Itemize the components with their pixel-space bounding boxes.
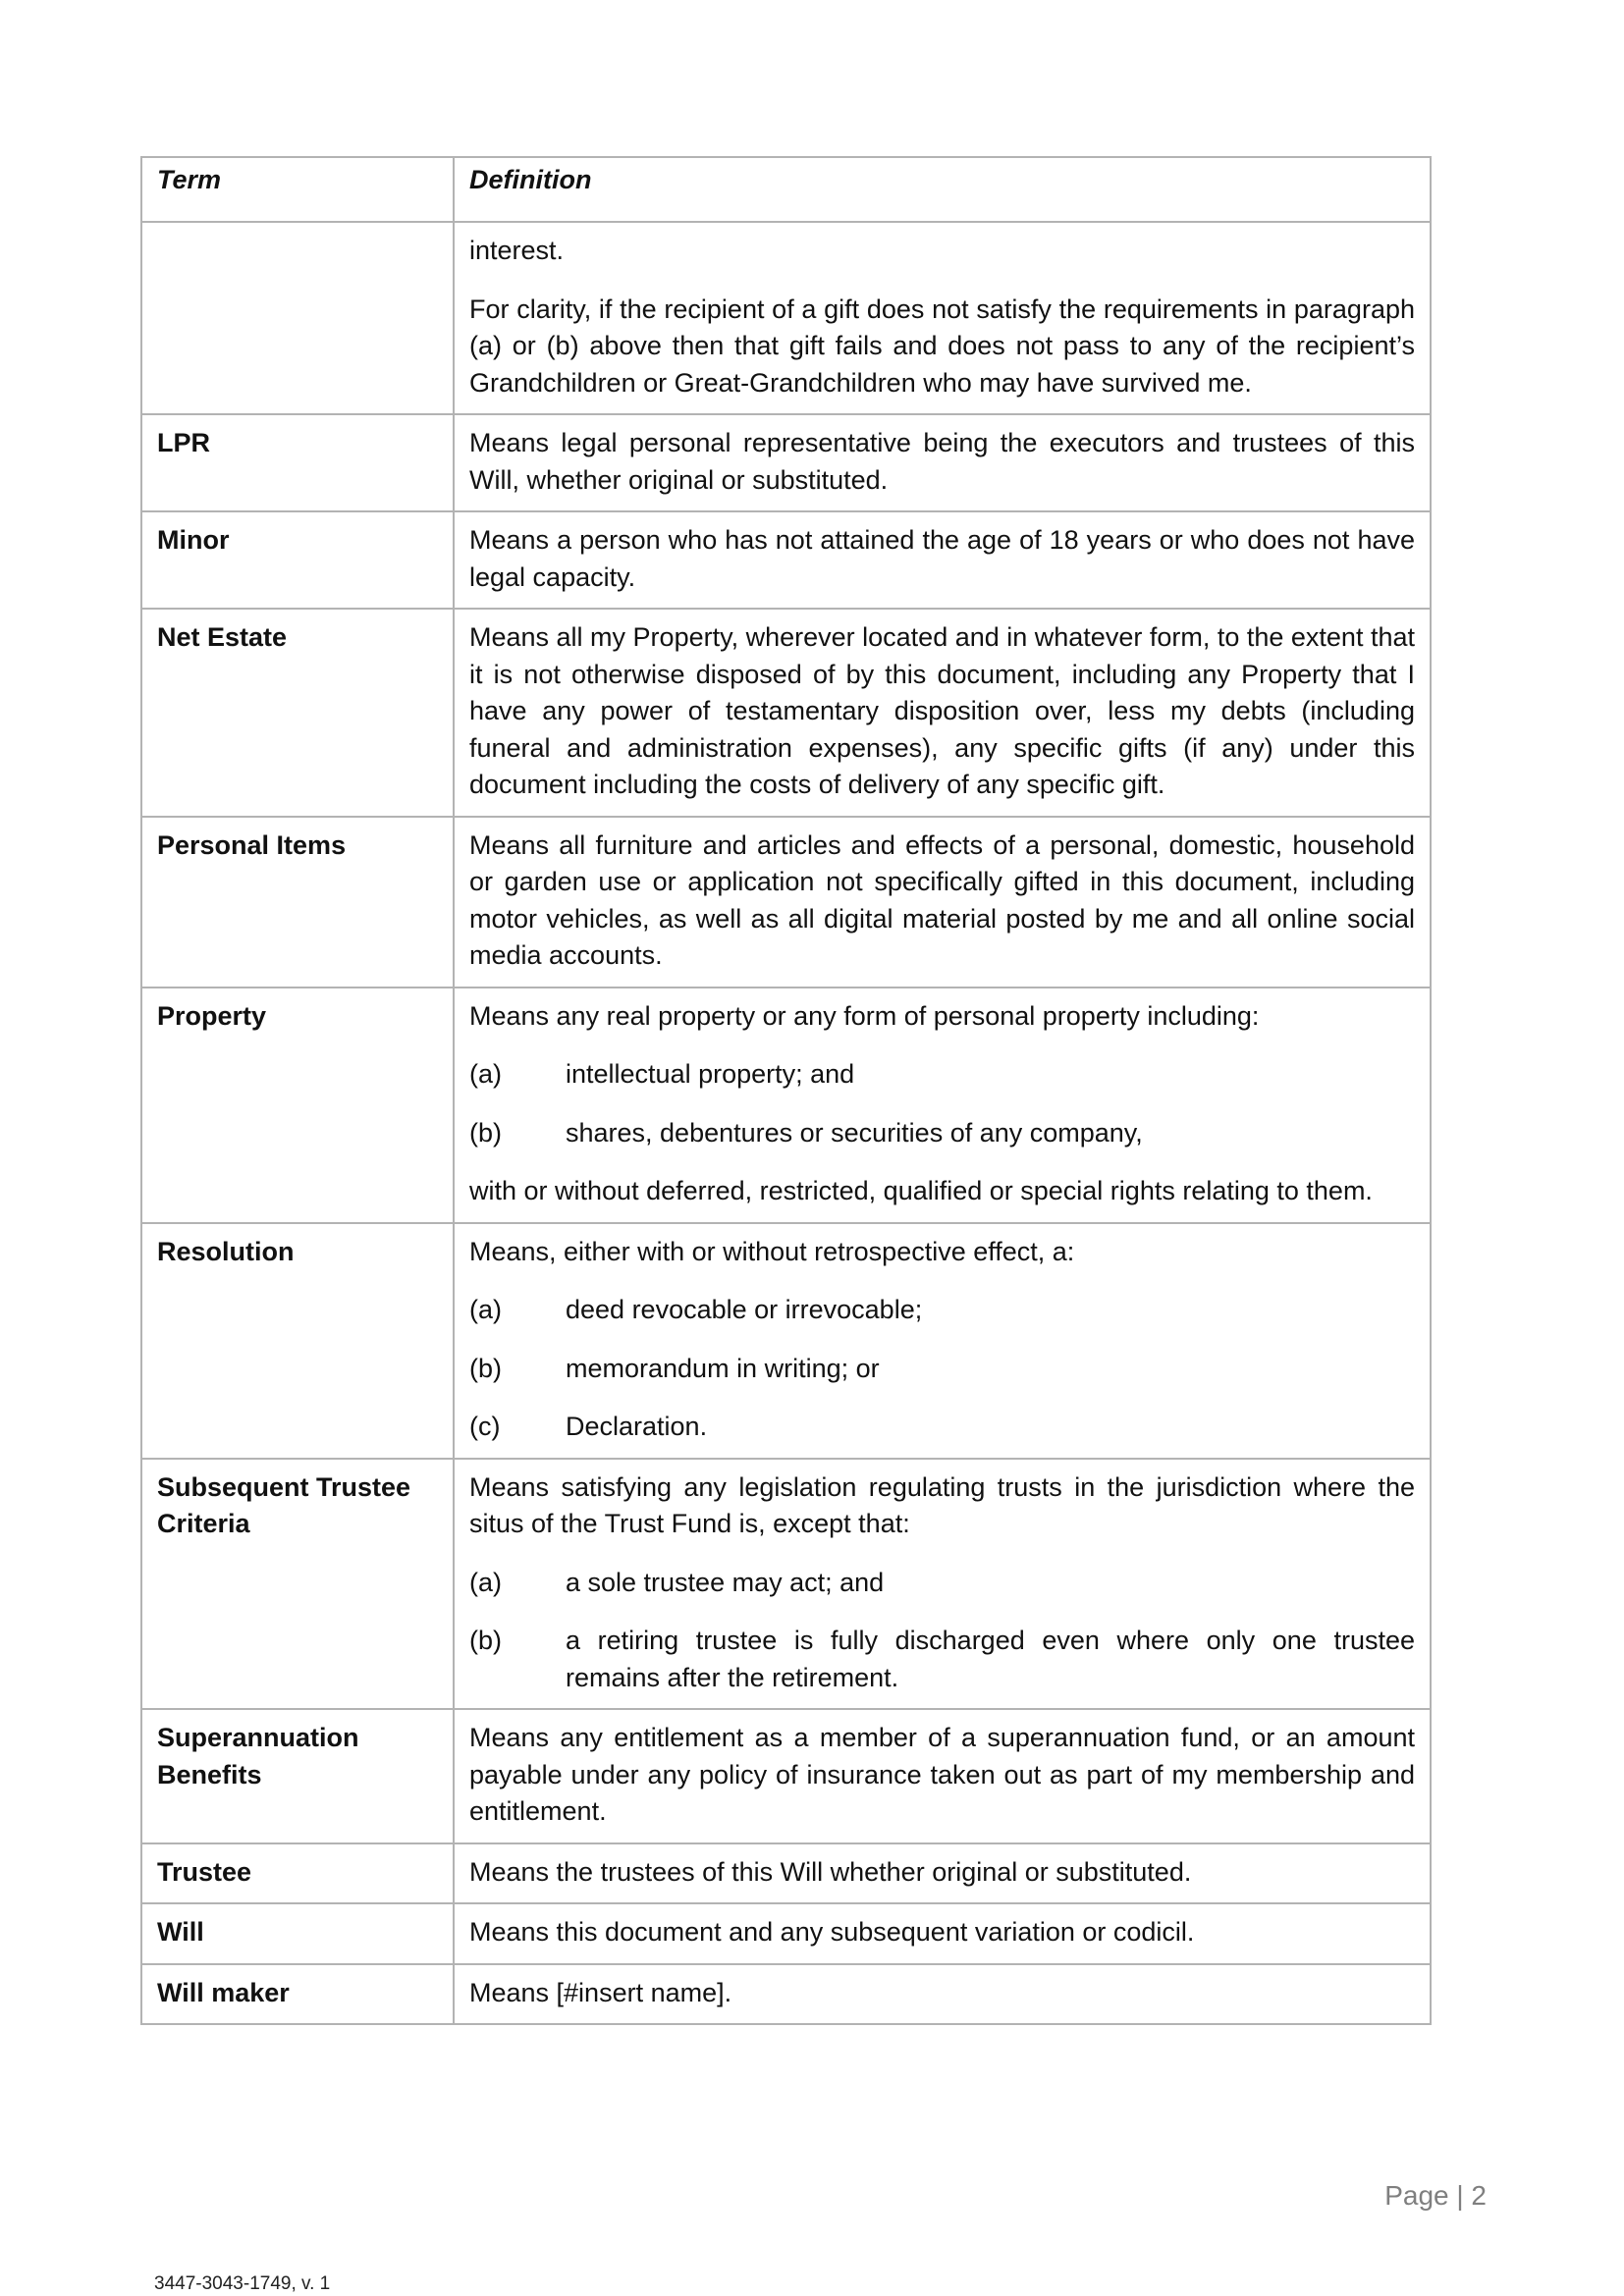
definition-paragraph: Means, either with or without retrospective effect, a:	[469, 1236, 1075, 1266]
list-item-label: (c)	[469, 1412, 501, 1441]
definition-paragraph: Means any real property or any form of personal property including:	[469, 1000, 1260, 1031]
definition-cell	[454, 817, 1431, 988]
definition-column-header	[454, 157, 1431, 222]
table-row	[141, 222, 1431, 414]
definition-paragraph: Means all my Property, wherever located and in whatever form, to the extent that it is not otherwise disposed of by this document, including any Property that I have any power of testamentary disposition over, less my debts (including funeral and administration expenses), any specific gifts (if any) under this document including the costs of delivery of any specific gift.	[469, 622, 1415, 799]
definition-paragraph: Means a person who has not attained the age of 18 years or who does not have legal capacity.	[469, 525, 1415, 592]
table-row	[141, 988, 1431, 1223]
term-cell: Will	[141, 1903, 454, 1964]
term-cell: Net Estate	[141, 609, 454, 817]
definition-cell	[454, 511, 1431, 609]
definition-list-item	[469, 1292, 1415, 1329]
table-row	[141, 1903, 1431, 1964]
definition-paragraph: For clarity, if the recipient of a gift does not satisfy the requirements in paragraph (a) or (b) above then that gift fails and does not pass to any of the recipient’s Grandchildren or Great-Grandchildren who may have survived me.	[469, 294, 1415, 398]
definition-cell	[454, 1709, 1431, 1843]
term-cell: Personal Items	[141, 817, 454, 988]
definition-list-item	[469, 1565, 1415, 1602]
term-cell: Trustee	[141, 1843, 454, 1904]
list-item-label: (a)	[469, 1567, 502, 1597]
definition-list-item	[469, 1623, 1415, 1696]
definition-header-label: Definition	[469, 165, 592, 194]
term-cell	[141, 222, 454, 414]
definition-paragraph: Means this document and any subsequent variation or codicil.	[469, 1917, 1195, 1947]
definition-cell	[454, 222, 1431, 414]
list-item-text: shares, debentures or securities of any company,	[566, 1117, 1143, 1148]
list-item-text: intellectual property; and	[566, 1059, 855, 1089]
term-cell: Subsequent Trustee Criteria	[141, 1459, 454, 1710]
definition-cell	[454, 1964, 1431, 2025]
term-cell: Superannuation Benefits	[141, 1709, 454, 1843]
term-cell: LPR	[141, 414, 454, 511]
table-header-row	[141, 157, 1431, 222]
definition-paragraph: Means satisfying any legislation regulating trusts in the jurisdiction where the situs of the Trust Fund is, except that:	[469, 1471, 1415, 1538]
definition-cell	[454, 414, 1431, 511]
definition-cell	[454, 1903, 1431, 1964]
definition-cell	[454, 1843, 1431, 1904]
definition-paragraph: Means the trustees of this Will whether original or substituted.	[469, 1856, 1192, 1887]
list-item-text: a retiring trustee is fully discharged even where only one trustee remains after the retirement.	[566, 1626, 1415, 1692]
page-number: Page | 2	[1384, 2180, 1487, 2211]
definition-cell	[454, 1223, 1431, 1459]
definition-cell	[454, 1459, 1431, 1710]
term-cell: Property	[141, 988, 454, 1223]
definition-paragraph: Means all furniture and articles and effects of a personal, domestic, household or garden use or application not specifically gifted in this document, including motor vehicles, as well as all digital material posted by me and all online social media accounts.	[469, 829, 1415, 970]
term-column-header	[141, 157, 454, 222]
list-item-text: a sole trustee may act; and	[566, 1567, 885, 1597]
term-cell: Minor	[141, 511, 454, 609]
definition-cell	[454, 988, 1431, 1223]
definitions-body	[141, 222, 1431, 2024]
list-item-text: memorandum in writing; or	[566, 1353, 880, 1383]
definition-paragraph: Means [#insert name].	[469, 1977, 732, 2007]
list-item-text: Declaration.	[566, 1412, 708, 1441]
definition-list-item	[469, 1351, 1415, 1388]
definition-list-item	[469, 1409, 1415, 1446]
list-item-label: (b)	[469, 1117, 502, 1148]
table-row	[141, 1709, 1431, 1843]
list-item-label: (a)	[469, 1295, 502, 1324]
table-row	[141, 609, 1431, 817]
definition-paragraph: Means any entitlement as a member of a superannuation fund, or an amount payable under any policy of insurance taken out as part of my membership and entitlement.	[469, 1723, 1415, 1826]
list-item-label: (b)	[469, 1353, 502, 1383]
definition-list-item	[469, 1056, 1415, 1094]
definition-list-item	[469, 1115, 1415, 1152]
definition-cell	[454, 609, 1431, 817]
table-row	[141, 511, 1431, 609]
list-item-label: (b)	[469, 1626, 502, 1655]
definitions-table	[140, 156, 1432, 2025]
list-item-text: deed revocable or irrevocable;	[566, 1295, 923, 1324]
table-row	[141, 1843, 1431, 1904]
definition-paragraph: interest.	[469, 236, 565, 265]
document-reference: 3447-3043-1749, v. 1	[154, 2273, 331, 2294]
table-row	[141, 1223, 1431, 1459]
table-row	[141, 1459, 1431, 1710]
definition-paragraph: Means legal personal representative being the executors and trustees of this Will, whether original or substituted.	[469, 428, 1415, 495]
table-row	[141, 817, 1431, 988]
table-row	[141, 1964, 1431, 2025]
list-item-label: (a)	[469, 1059, 502, 1089]
term-cell: Will maker	[141, 1964, 454, 2025]
term-header-label: Term	[157, 165, 222, 194]
definition-paragraph: with or without deferred, restricted, qualified or special rights relating to them.	[469, 1176, 1373, 1205]
term-cell: Resolution	[141, 1223, 454, 1459]
table-row	[141, 414, 1431, 511]
